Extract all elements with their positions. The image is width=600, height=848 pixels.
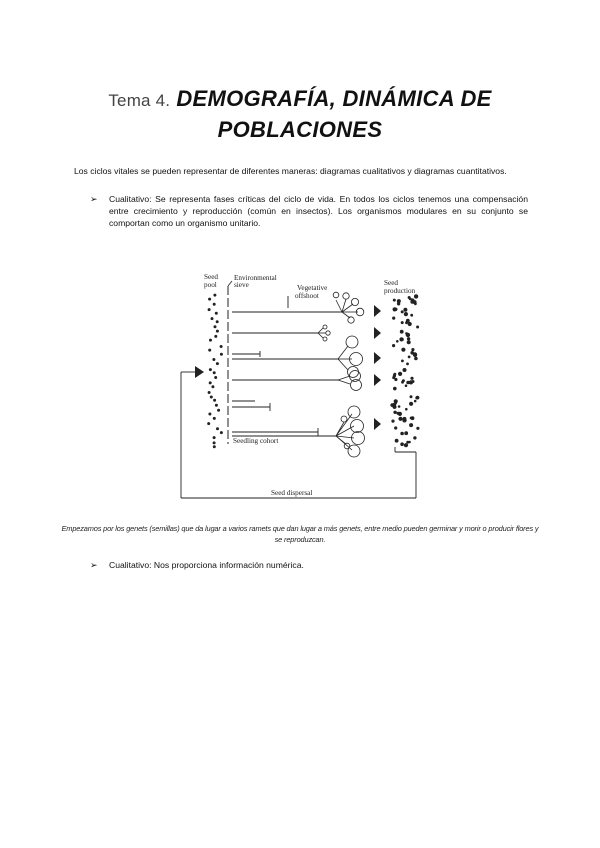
seed-dot: [393, 387, 397, 391]
seed-dot: [220, 431, 223, 434]
seed-dot: [210, 396, 213, 399]
offshoot-label-1: Vegetative: [297, 284, 328, 292]
seed-dot: [406, 363, 409, 366]
intro-paragraph: Los ciclos vitales se pueden representar de diferentes maneras: diagramas cualitativos y diagramas cuantitativos.: [74, 165, 507, 176]
seed-dot: [416, 396, 420, 400]
seed-dot: [412, 380, 415, 383]
seed-dot: [400, 442, 404, 446]
seed-dispersal-loop: [181, 372, 416, 498]
seed-dot: [407, 337, 410, 340]
plant-branches: [318, 292, 365, 457]
arrow-triangles: [374, 305, 381, 430]
seed-dot: [409, 402, 413, 406]
seed-dot: [401, 360, 404, 363]
seed-dot: [392, 376, 395, 379]
seed-dot: [393, 411, 396, 414]
seed-dot: [404, 431, 408, 435]
seed-dispersal-label: Seed dispersal: [271, 489, 313, 497]
seed-dot: [209, 339, 212, 342]
seed-dot: [411, 348, 414, 351]
seed-dot: [407, 340, 411, 344]
seed-dot: [400, 330, 404, 334]
seed-dot: [406, 333, 410, 337]
page-title: [0, 84, 600, 144]
seed-dot: [211, 385, 214, 388]
seed-pool-label-1: Seed: [204, 273, 218, 281]
seed-dot: [408, 322, 412, 326]
seed-dot: [408, 441, 411, 444]
seed-dot: [395, 439, 399, 443]
seed-dot: [416, 326, 419, 329]
seed-dot: [207, 422, 210, 425]
seed-dot: [392, 317, 395, 320]
seed-dot: [394, 426, 397, 429]
arrow-bullet-icon: ➢: [90, 194, 98, 204]
sieve-label-2: sieve: [234, 281, 249, 289]
seed-dot: [393, 307, 397, 311]
seed-dot: [410, 314, 413, 317]
seed-dot: [220, 353, 223, 356]
seed-dot: [208, 391, 211, 394]
title-prefix: Tema 4.: [108, 91, 171, 110]
seed-dot: [213, 441, 216, 444]
life-cycle-diagram: [170, 266, 440, 504]
seed-dot: [398, 405, 401, 408]
seed-dot: [392, 403, 396, 407]
seed-dot: [410, 377, 413, 380]
seed-dot: [405, 408, 408, 411]
dispersal-arrow: [195, 366, 204, 378]
seed-dot: [403, 308, 407, 312]
seed-dot: [217, 409, 220, 412]
seed-dot: [216, 362, 219, 365]
bullet-item-quantitative: [90, 559, 528, 571]
seed-dot: [410, 417, 413, 420]
seed-dot: [213, 399, 216, 402]
seed-dot: [215, 404, 218, 407]
seed-dot: [209, 381, 212, 384]
seed-dot: [208, 413, 211, 416]
seed-dot: [406, 381, 410, 385]
seed-dot: [414, 357, 418, 361]
seed-dot: [399, 337, 403, 341]
seed-dot: [413, 436, 416, 439]
seed-dot: [208, 298, 211, 301]
seed-dot: [208, 349, 211, 352]
seed-dot: [398, 417, 402, 421]
seed-dot: [215, 312, 218, 315]
seed-pool-label-2: pool: [204, 281, 217, 289]
seed-pool-dots: [207, 294, 223, 449]
seed-dot: [401, 348, 405, 352]
seed-dot: [411, 298, 415, 302]
seed-dot: [216, 320, 219, 323]
seed-dot: [403, 368, 407, 372]
seed-dot: [404, 443, 408, 447]
seed-dot: [209, 368, 212, 371]
seed-dot: [414, 400, 417, 403]
seed-dot: [213, 436, 216, 439]
figure-caption: Empezamos por los genets (semillas) que da lugar a varios ramets que dan lugar a más genets, entre medio pueden germinar y morir o producir flores y se reproduzcan.: [61, 524, 539, 544]
sieve-pointer: [228, 281, 232, 286]
seed-dot: [212, 358, 215, 361]
production-label-1: Seed: [384, 279, 398, 287]
title-main: DEMOGRAFÍA, DINÁMICA DE: [176, 86, 492, 111]
arrow-bullet-icon: ➢: [90, 560, 98, 570]
seed-dot: [402, 418, 406, 422]
seed-dot: [392, 344, 395, 347]
seed-dot: [396, 340, 399, 343]
offshoot-label-2: offshoot: [295, 292, 319, 300]
seed-dot: [401, 310, 404, 313]
seed-dot: [401, 381, 404, 384]
seed-dot: [213, 417, 216, 420]
seed-dot: [213, 371, 216, 374]
plant-lines: [232, 296, 342, 436]
seed-dot: [397, 299, 401, 303]
seed-dot: [393, 299, 396, 302]
seed-dot: [397, 412, 400, 415]
seed-dot: [214, 376, 217, 379]
seed-dot: [400, 432, 404, 436]
seed-dot: [208, 308, 211, 311]
seed-dot: [220, 345, 223, 348]
seed-dot: [214, 335, 217, 338]
seed-dot: [216, 427, 219, 430]
seedling-cohort-label: Seedling cohort: [233, 437, 279, 445]
seed-dot: [405, 384, 408, 387]
seed-dot: [410, 351, 414, 355]
seed-dot: [213, 294, 216, 297]
life-cycle-figure: [170, 266, 440, 504]
seed-dot: [398, 372, 402, 376]
production-label-2: production: [384, 287, 416, 295]
bullet-item-qualitative: [90, 193, 528, 229]
title-continuation: POBLACIONES: [217, 117, 383, 142]
seed-dot: [211, 317, 214, 320]
bullet-text: Cualitativo: Nos proporciona información numérica.: [109, 560, 304, 570]
seed-dot: [391, 420, 394, 423]
seed-dot: [408, 356, 411, 359]
seed-dot: [404, 312, 408, 316]
seed-dot: [213, 303, 216, 306]
sieve-label-1: Environmental: [234, 274, 277, 282]
bullet-text: Cualitativo: Se representa fases críticas del ciclo de vida. En todos los ciclos tenemos una compensación entre crecimiento y reproducción (común en insectos). Los organismos modulares en su conjunto se comportan como un organismo unitario.: [109, 194, 528, 228]
seed-dot: [216, 330, 219, 333]
seed-dot: [214, 325, 217, 328]
seed-dot: [410, 395, 413, 398]
seed-dot: [401, 321, 404, 324]
seed-dot: [416, 427, 419, 430]
seed-production-dots: [390, 294, 419, 447]
seed-dot: [213, 445, 216, 448]
seed-dot: [409, 423, 413, 427]
